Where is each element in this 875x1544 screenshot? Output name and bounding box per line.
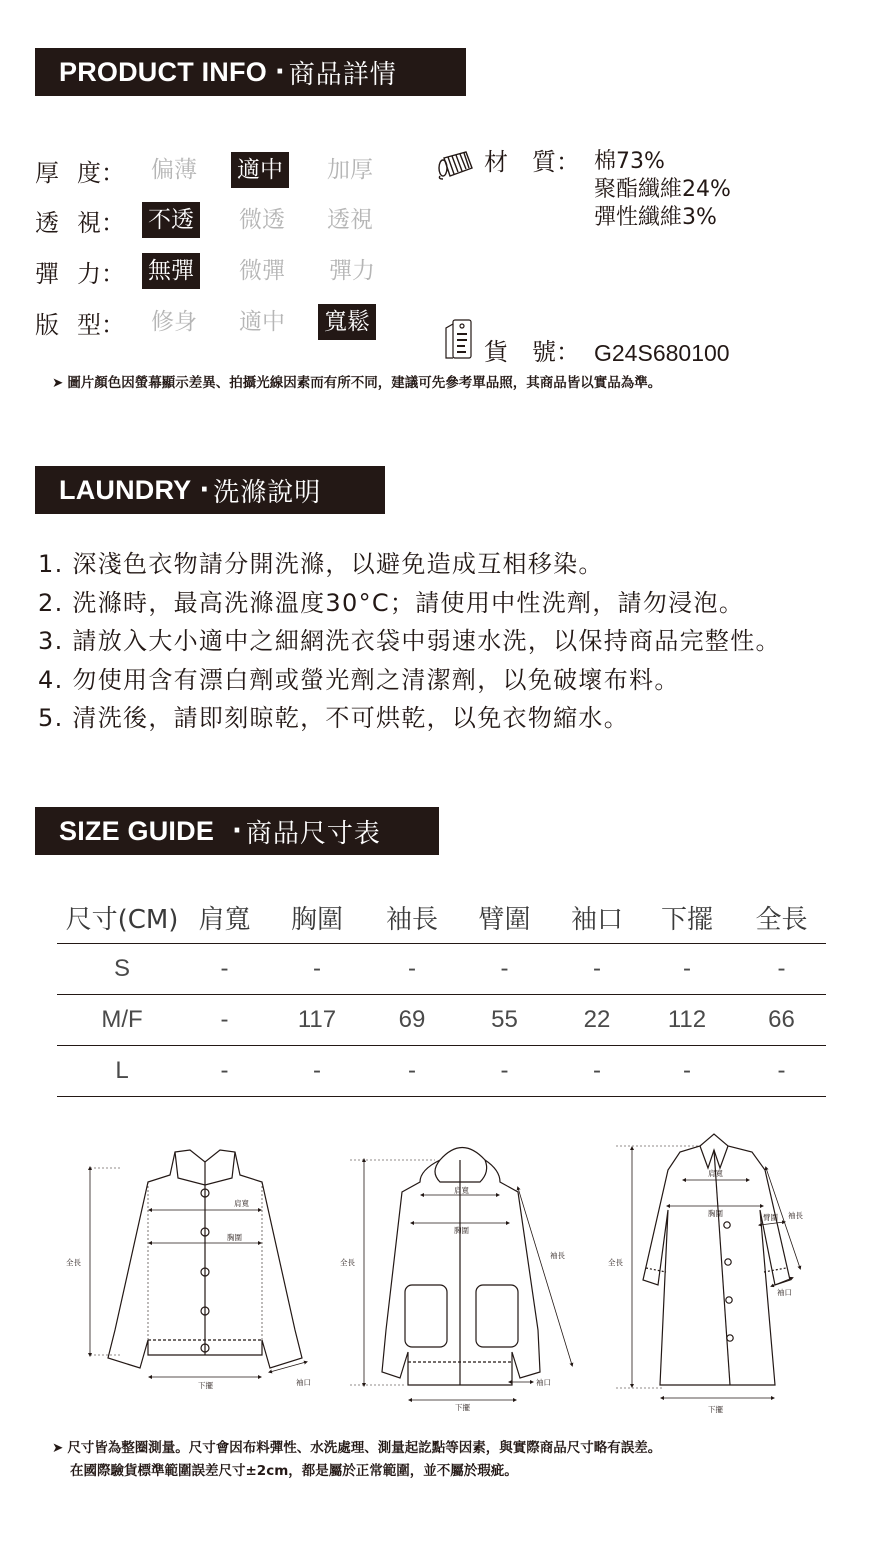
size-cell: M/F [101,1006,143,1033]
attr-thickness [35,152,435,188]
size-cell: - [220,1057,229,1084]
label-shoulder: 肩寬 [234,1199,249,1208]
column-header: 袖口 [570,905,623,935]
size-cell: - [500,955,509,982]
label-hem: 下擺 [708,1405,723,1414]
attr-label: 版 型： [35,310,125,339]
label-sleeve: 袖長 [788,1211,803,1220]
product-note: ➤ 圖片顏色因螢幕顯示差異、拍攝光線因素而有所不同，建議可先參考單品照，其商品皆以實品為準。 [52,372,661,394]
attr-option-selected: 無彈 [142,253,200,289]
size-cell: - [777,955,786,982]
label-shoulder: 肩寬 [708,1169,723,1178]
attr-option: 偏薄 [151,157,197,183]
size-cell: 117 [297,1006,337,1033]
laundry-item: 5. 清洗後，請即刻晾乾，不可烘乾，以免衣物縮水。 [38,704,630,732]
laundry-title-zh: 洗滌說明 [213,477,322,508]
size-cell: - [313,955,321,982]
laundry-item: 2. 洗滌時，最高洗滌溫度30°C；請使用中性洗劑，請勿浸泡。 [38,588,745,617]
label-cuff: 袖口 [536,1378,551,1387]
attr-option: 微透 [239,207,285,233]
laundry-item: 3. 請放入大小適中之細網洗衣袋中弱速水洗，以保持商品完整性。 [38,627,781,655]
sku-label: 貨 號： [484,338,580,366]
column-header: 肩寬 [198,905,251,935]
column-header: 袖長 [385,905,438,935]
sku-block [438,318,730,367]
size-cell: 22 [583,1006,611,1033]
attr-option: 修身 [151,309,197,335]
material-block [438,148,731,232]
yarn-icon [438,150,476,180]
column-header: 臂圍 [478,905,531,935]
table-row [57,995,826,1046]
size-cell: - [683,955,691,982]
table-row [57,1046,826,1097]
attr-fit [35,304,435,340]
size-table-header [57,892,826,944]
label-hem: 下擺 [198,1381,213,1390]
laundry-title-en: LAUNDRY [59,474,192,505]
label-cuff: 袖口 [296,1378,311,1387]
attr-label: 彈 力： [35,259,125,288]
size-cell: L [115,1057,129,1084]
label-length: 全長 [340,1258,355,1267]
measurement-diagrams [0,1120,875,1425]
attr-label: 厚 度： [35,158,125,187]
attr-option: 微彈 [239,258,285,284]
material-line: 聚酯纖維24% [594,177,731,202]
laundry-item: 1. 深淺色衣物請分開洗滌，以避免造成互相移染。 [38,550,604,578]
material-label: 材 質： [484,148,580,176]
size-cell: - [500,1057,509,1084]
attr-option-selected: 不透 [142,202,200,238]
label-cuff: 袖口 [777,1288,792,1297]
label-shoulder: 肩寬 [454,1186,469,1195]
label-chest: 胸圍 [454,1226,469,1235]
shirt-jacket-diagram [90,1150,306,1377]
attr-elasticity [35,253,435,289]
attr-option: 透視 [327,207,373,233]
attr-option-selected: 寬鬆 [318,304,376,340]
attr-option: 彈力 [329,258,375,284]
label-chest: 胸圍 [708,1209,723,1218]
header-separator: · [199,475,210,505]
material-line: 棉73% [594,149,665,174]
arrow-right-icon: ➤ [52,375,64,391]
size-note-line2: 在國際驗貨標準範圍誤差尺寸±2cm，都是屬於正常範圍，並不屬於瑕疵。 [70,1463,518,1479]
arrow-right-icon: ➤ [52,1440,64,1456]
table-row [57,944,826,995]
material-value [594,148,731,232]
column-header: 下擺 [660,905,713,935]
label-length: 全長 [66,1258,81,1267]
product-info-title-zh: 商品詳情 [288,59,397,90]
attr-transparency [35,202,435,238]
size-guide-header [35,807,439,855]
attr-option: 適中 [239,309,285,335]
header-separator: · [274,57,285,87]
column-header: 尺寸(CM) [65,905,179,935]
column-header: 胸圍 [290,905,343,935]
label-arm: 臂圍 [763,1213,778,1222]
header-separator: · [232,816,242,846]
size-cell: - [593,1057,601,1084]
size-cell: - [313,1057,321,1084]
size-cell: S [113,955,130,982]
sku-value: G24S680100 [594,340,730,366]
size-guide-title-zh: 商品尺寸表 [245,818,381,849]
product-info-title-en: PRODUCT INFO [59,56,267,87]
size-cell: 55 [491,1006,518,1033]
size-cell: 69 [398,1006,426,1033]
material-line: 彈性纖維3% [594,205,717,230]
size-cell: - [220,955,229,982]
label-sleeve: 袖長 [550,1251,565,1260]
size-cell: - [777,1057,786,1084]
size-cell: 66 [768,1006,795,1033]
laundry-header [35,466,385,514]
label-length: 全長 [608,1258,623,1267]
size-cell: - [408,955,416,982]
tag-icon [444,318,476,362]
attr-label: 透 視： [35,208,125,237]
size-cell: - [683,1057,691,1084]
column-header: 全長 [755,905,808,935]
label-hem: 下擺 [455,1403,470,1412]
attr-option: 加厚 [327,157,373,183]
size-note: ➤ 尺寸皆為整圈測量。尺寸會因布料彈性、水洗處理、測量起訖點等因素，與實際商品尺寸略有誤差。 在國際驗貨標準範圍誤差尺寸±2cm，都是屬於正常範圍，並不屬於瑕疵。 [52,1437,661,1482]
size-cell: - [593,955,601,982]
size-guide-title-en: SIZE GUIDE [59,815,215,846]
size-cell: 112 [667,1006,707,1033]
attr-option-selected: 適中 [231,152,289,188]
size-cell: - [220,1006,229,1033]
label-chest: 胸圍 [227,1233,242,1242]
laundry-list [38,545,781,738]
laundry-item: 4. 勿使用含有漂白劑或螢光劑之清潔劑，以免破壞布料。 [38,665,680,694]
size-cell: - [408,1057,416,1084]
product-info-header [35,48,466,96]
size-table [57,892,826,1097]
